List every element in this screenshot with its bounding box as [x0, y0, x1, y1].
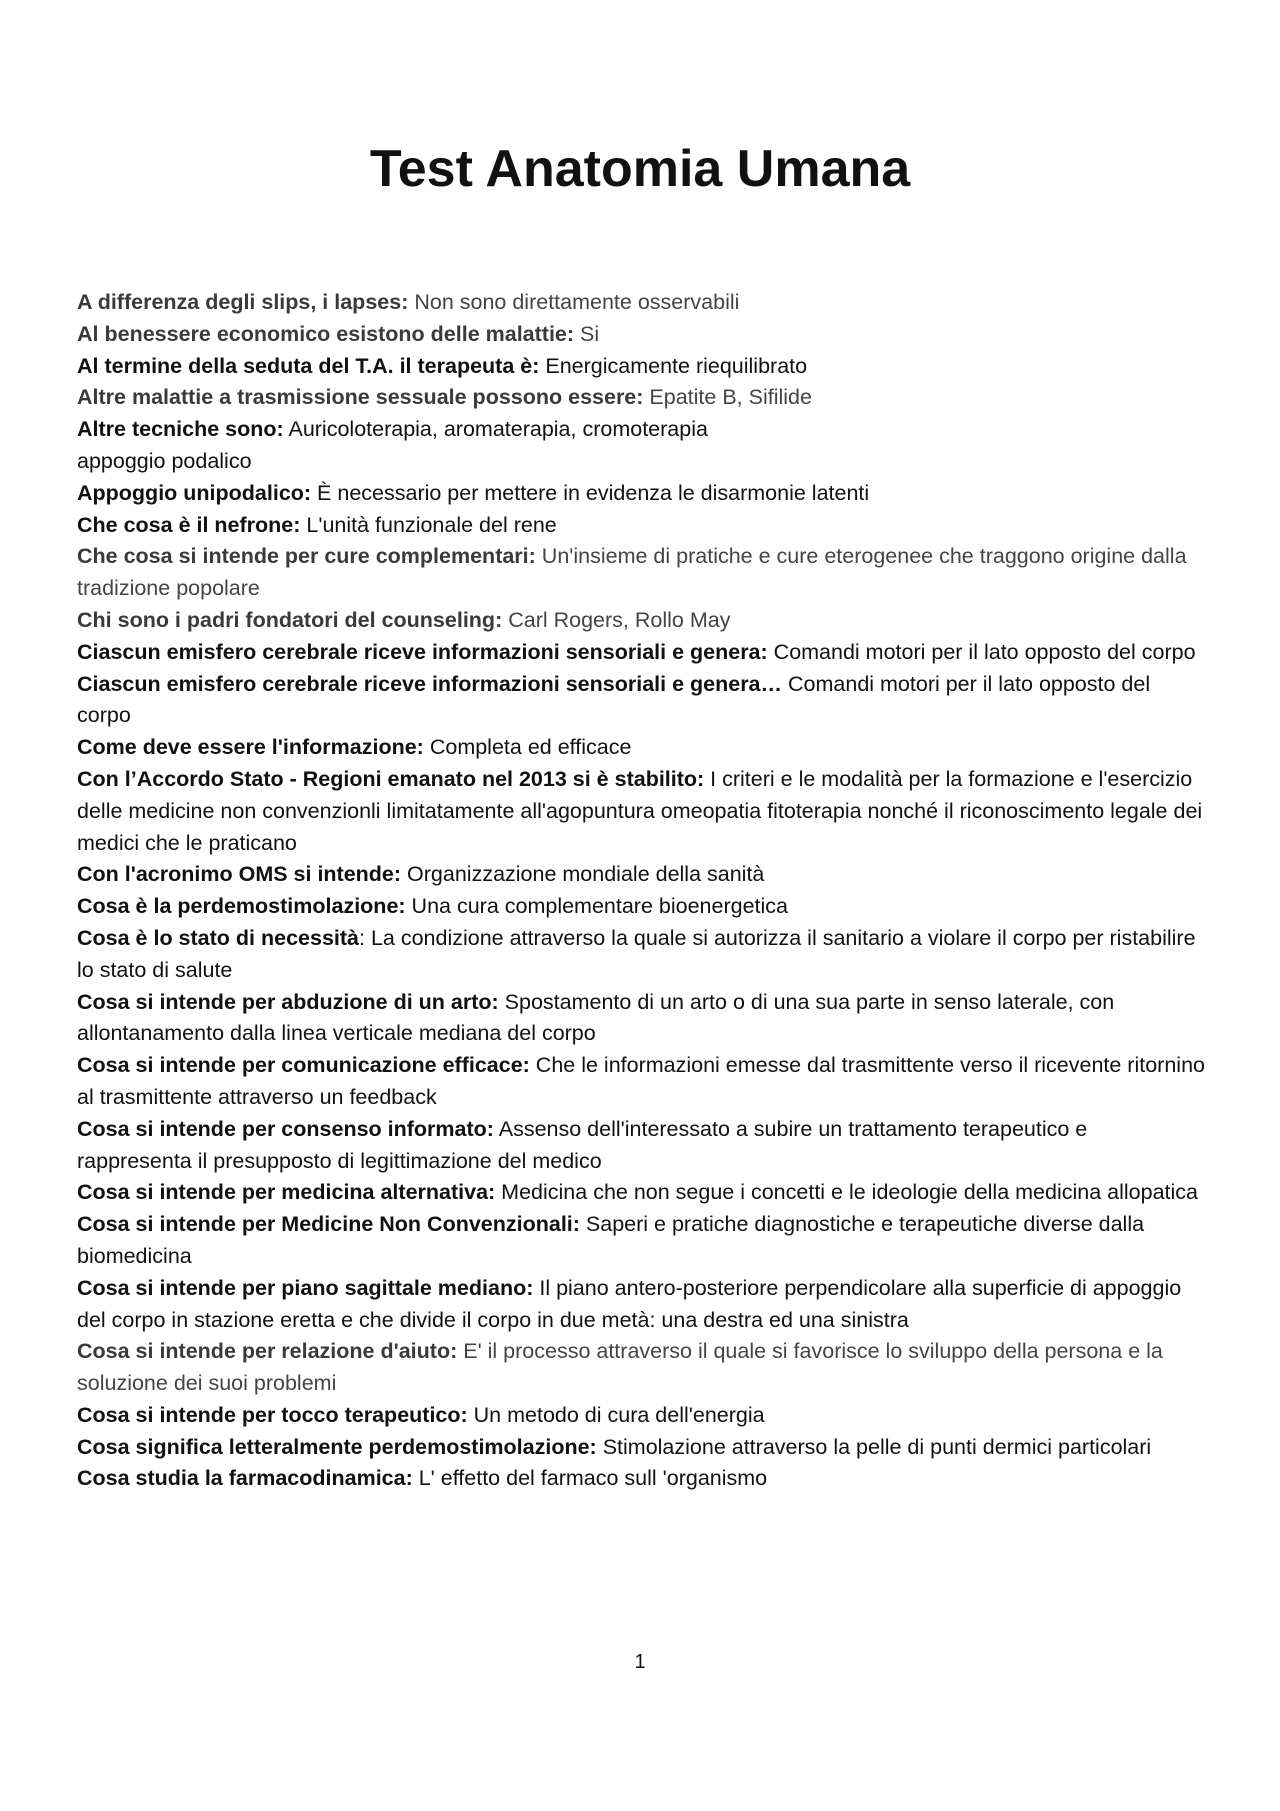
answer-text: È necessario per mettere in evidenza le disarmonie latenti: [311, 480, 870, 505]
answer-text: Comandi motori per il lato opposto del corpo: [767, 639, 1196, 664]
answer-text: Un'insieme di pratiche e cure eterogenee che traggono origine dalla tradizione popolare: [77, 544, 1187, 601]
answer-text: Auricoloterapia, aromaterapia, cromoterapia: [283, 417, 708, 442]
question-text: Altre tecniche sono:: [77, 417, 284, 442]
qa-item: [77, 669, 1207, 733]
question-text: Cosa si intende per consenso informato:: [77, 1116, 494, 1141]
answer-text: Medicina che non segue i concetti e le ideologie della medicina allopatica: [495, 1180, 1198, 1205]
qa-item: [77, 541, 1207, 605]
answer-text: Carl Rogers, Rollo May: [502, 607, 731, 632]
question-text: Con l’Accordo Stato - Regioni emanato nel 2013 si è stabilito:: [77, 766, 705, 791]
answer-text: Che le informazioni emesse dal trasmittente verso il ricevente ritornino al trasmittente attraverso un feedback: [77, 1053, 1205, 1109]
question-text: Cosa si intende per tocco terapeutico:: [77, 1402, 468, 1427]
qa-item: [77, 446, 1207, 478]
qa-item: [77, 764, 1207, 859]
answer-text: Energicamente riequilibrato: [539, 353, 808, 378]
answer-text: Assenso dell'interessato a subire un trattamento terapeutico e rappresenta il presupposto di legittimazione del medico: [77, 1116, 1088, 1173]
qa-item: [77, 1336, 1207, 1400]
question-text: Al termine della seduta del T.A. il terapeuta è:: [77, 353, 540, 378]
answer-text: Non sono direttamente osservabili: [408, 290, 740, 314]
answer-text: Epatite B, Sifilide: [643, 385, 812, 410]
question-text: Cosa studia la farmacodinamica:: [77, 1466, 413, 1491]
answer-text: L' effetto del farmaco sull 'organismo: [412, 1466, 768, 1491]
document-title: Test Anatomia Umana: [369, 140, 911, 198]
qa-item: [77, 287, 1207, 319]
qa-item: [77, 859, 1207, 891]
answer-text: Comandi motori per il lato opposto del corpo: [77, 671, 1151, 728]
answer-text: Stimolazione attraverso la pelle di punti dermici particolari: [596, 1434, 1152, 1459]
answer-text: Il piano antero-posteriore perpendicolare alla superficie di appoggio del corpo in stazione eretta e che divide il corpo in due metà: una destra ed una sinistra: [77, 1275, 1182, 1332]
question-text: Cosa si intende per relazione d'aiuto:: [77, 1339, 458, 1364]
qa-item: [77, 382, 1207, 414]
answer-text: Un metodo di cura dell'energia: [467, 1402, 765, 1427]
question-text: Che cosa si intende per cure complementari:: [77, 544, 536, 569]
question-text: Appoggio unipodalico:: [77, 480, 312, 505]
qa-item: [77, 1177, 1207, 1209]
answer-text: Si: [574, 321, 600, 346]
qa-item: [77, 923, 1207, 987]
question-text: Che cosa è il nefrone:: [77, 512, 301, 537]
answer-text: Organizzazione mondiale della sanità: [401, 862, 765, 887]
answer-text: Spostamento di un arto o di una sua parte in senso laterale, con allontanamento dalla linea verticale mediana del corpo: [77, 989, 1115, 1046]
answer-text: L'unità funzionale del rene: [300, 512, 557, 537]
question-text: Con l'acronimo OMS si intende:: [77, 862, 402, 887]
question-text: Cosa si intende per abduzione di un arto:: [77, 989, 499, 1014]
qa-item: [77, 1114, 1207, 1178]
page-number: 1: [634, 1651, 646, 1673]
question-text: Cosa è lo stato di necessità: [77, 925, 359, 950]
qa-item: [77, 732, 1207, 764]
question-text: Come deve essere l'informazione:: [77, 735, 424, 760]
question-text: Cosa si intende per medicina alternativa:: [77, 1180, 496, 1205]
qa-item: [77, 1463, 1207, 1495]
question-text: Ciascun emisfero cerebrale riceve informazioni sensoriali e genera…: [77, 671, 783, 696]
qa-item: [77, 319, 1207, 351]
qa-item: [77, 1209, 1207, 1273]
qa-item: [77, 351, 1207, 383]
answer-text: I criteri e le modalità per la formazione e l'esercizio delle medicine non convenzionli limitatamente all'agopuntura omeopatia fitoterapia nonché il riconoscimento legale dei medici che le praticano: [77, 766, 1203, 855]
question-text: Chi sono i padri fondatori del counseling:: [77, 607, 503, 632]
question-text: Ciascun emisfero cerebrale riceve informazioni sensoriali e genera:: [77, 639, 768, 664]
qa-item: [77, 891, 1207, 923]
question-text: Al benessere economico esistono delle malattie:: [77, 321, 575, 346]
qa-list: [77, 287, 1207, 1495]
qa-item: [77, 1273, 1207, 1337]
answer-text: : La condizione attraverso la quale si autorizza il sanitario a violare il corpo per ristabilire lo stato di salute: [77, 925, 1196, 982]
question-text: A differenza degli slips, i lapses:: [77, 290, 409, 314]
answer-text: appoggio podalico: [77, 448, 252, 473]
qa-item: [77, 987, 1207, 1051]
question-text: Cosa significa letteralmente perdemostimolazione:: [77, 1434, 597, 1459]
answer-text: Saperi e pratiche diagnostiche e terapeutiche diverse dalla biomedicina: [77, 1212, 1145, 1268]
question-text: Cosa è la perdemostimolazione:: [77, 894, 406, 919]
qa-item: [77, 637, 1207, 669]
question-text: Altre malattie a trasmissione sessuale possono essere:: [77, 385, 644, 410]
question-text: Cosa si intende per comunicazione efficace:: [77, 1053, 530, 1078]
question-text: Cosa si intende per piano sagittale mediano:: [77, 1275, 534, 1300]
answer-text: Completa ed efficace: [423, 735, 632, 760]
qa-item: [77, 605, 1207, 637]
qa-item: [77, 1400, 1207, 1432]
answer-text: E' il processo attraverso il quale si favorisce lo sviluppo della persona e la soluzione dei suoi problemi: [77, 1339, 1163, 1396]
question-text: Cosa si intende per Medicine Non Convenzionali:: [77, 1212, 580, 1237]
qa-item: [77, 1050, 1207, 1114]
answer-text: Una cura complementare bioenergetica: [405, 894, 788, 919]
qa-item: [77, 1432, 1207, 1464]
qa-item: [77, 414, 1207, 446]
qa-item: [77, 478, 1207, 510]
qa-item: [77, 510, 1207, 542]
